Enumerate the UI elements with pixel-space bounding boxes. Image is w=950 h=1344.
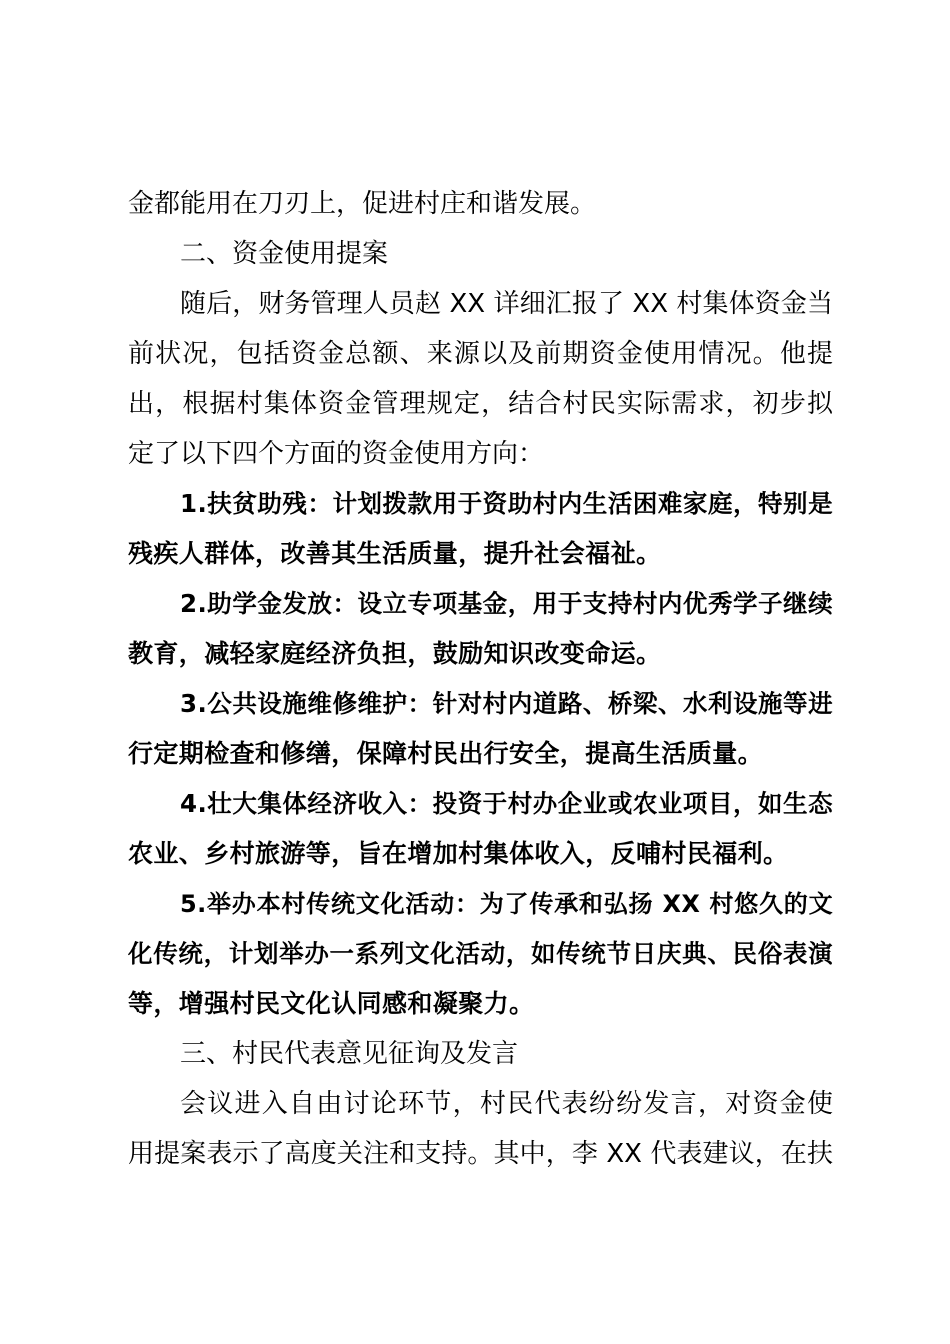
list-item-4-line: 4.壮大集体经济收入：投资于村办企业或农业项目，如生态 [180, 789, 833, 818]
section-heading-3: 三、村民代表意见征询及发言 [180, 1039, 519, 1069]
paragraph-line: 前状况，包括资金总额、来源以及前期资金使用情况。他提 [128, 339, 833, 369]
section-heading-2: 二、资金使用提案 [180, 239, 389, 269]
paragraph-line: 随后，财务管理人员赵 XX 详细汇报了 XX 村集体资金当 [180, 289, 833, 319]
list-item-2-line: 教育，减轻家庭经济负担，鼓励知识改变命运。 [128, 639, 662, 668]
paragraph-line: 会议进入自由讨论环节，村民代表纷纷发言，对资金使 [180, 1089, 833, 1119]
list-item-4-line: 农业、乡村旅游等，旨在增加村集体收入，反哺村民福利。 [128, 839, 789, 868]
paragraph-line: 用提案表示了高度关注和支持。其中，李 XX 代表建议，在扶 [128, 1139, 833, 1169]
list-item-3-line: 行定期检查和修缮，保障村民出行安全，提高生活质量。 [128, 739, 764, 768]
paragraph-line: 定了以下四个方面的资金使用方向： [128, 439, 545, 469]
list-item-1-line: 1.扶贫助残：计划拨款用于资助村内生活困难家庭，特别是 [180, 489, 833, 518]
paragraph-line: 出，根据村集体资金管理规定，结合村民实际需求，初步拟 [128, 389, 833, 419]
paragraph-continuation-line: 金都能用在刀刃上，促进村庄和谐发展。 [128, 189, 597, 219]
list-item-3-line: 3.公共设施维修维护：针对村内道路、桥梁、水利设施等进 [180, 689, 833, 718]
list-item-1-line: 残疾人群体，改善其生活质量，提升社会福祉。 [128, 539, 662, 568]
list-item-5-line: 5.举办本村传统文化活动：为了传承和弘扬 XX 村悠久的文 [180, 890, 833, 918]
list-item-5-line: 等，增强村民文化认同感和凝聚力。 [128, 989, 535, 1018]
list-item-5-line: 化传统，计划举办一系列文化活动，如传统节日庆典、民俗表演 [128, 939, 833, 968]
list-item-2-line: 2.助学金发放：设立专项基金，用于支持村内优秀学子继续 [180, 589, 833, 618]
